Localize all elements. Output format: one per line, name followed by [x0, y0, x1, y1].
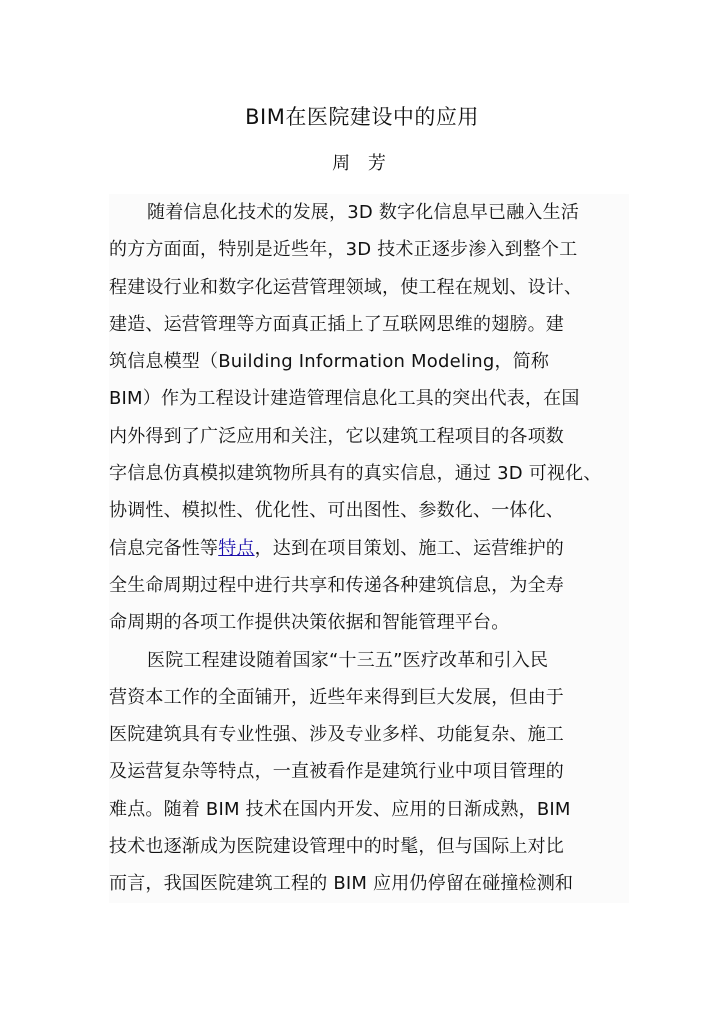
- text-line: 建造、运营管理等方面真正插上了互联网思维的翅膀。建: [109, 313, 564, 335]
- text-line: 全生命周期过程中进行共享和传递各种建筑信息，为全寿: [109, 574, 564, 596]
- text-line: 医院建筑具有专业性强、涉及专业多样、功能复杂、施工: [109, 724, 564, 746]
- text-line: 内外得到了广泛应用和关注，它以建筑工程项目的各项数: [109, 425, 564, 447]
- features-link[interactable]: 特点: [218, 537, 255, 559]
- text-line: 及运营复杂等特点，一直被看作是建筑行业中项目管理的: [109, 761, 564, 783]
- text-line-with-link: [109, 530, 629, 567]
- text-line: 而言，我国医院建筑工程的 BIM 应用仍停留在碰撞检测和: [109, 873, 574, 895]
- text-line: 协调性、模拟性、优化性、可出图性、参数化、一体化、: [109, 500, 564, 522]
- text-line: 的方方面面，特别是近些年，3D 技术正逐步渗入到整个工: [109, 239, 578, 261]
- text-segment: ，达到在项目策划、施工、运营维护的: [254, 537, 565, 559]
- text-line: 技术也逐渐成为医院建设管理中的时髦，但与国际上对比: [109, 836, 564, 858]
- text-segment: 信息完备性等: [109, 537, 219, 559]
- text-line: BIM）作为工程设计建造管理信息化工具的突出代表，在国: [109, 388, 580, 410]
- text-line: 营资本工作的全面铺开，近些年来得到巨大发展，但由于: [109, 686, 564, 708]
- document-title: BIM在医院建设中的应用: [245, 105, 479, 129]
- text-line: 字信息仿真模拟建筑物所具有的真实信息，通过 3D 可视化、: [109, 463, 602, 485]
- text-line: 随着信息化技术的发展，3D 数字化信息早已融入生活: [147, 202, 580, 223]
- text-line: 程建设行业和数字化运营管理领域，使工程在规划、设计、: [109, 276, 583, 298]
- text-line: 难点。随着 BIM 技术在国内开发、应用的日渐成熟，BIM: [109, 798, 571, 820]
- text-line: 筑信息模型（Building Information Modeling，简称: [109, 351, 550, 373]
- text-line: 医院工程建设随着国家“十三五”医疗改革和引入民: [147, 649, 549, 671]
- document-author: 周 芳: [332, 153, 392, 174]
- text-line: 命周期的各项工作提供决策依据和智能管理平台。: [109, 612, 510, 634]
- document-body: [109, 194, 629, 903]
